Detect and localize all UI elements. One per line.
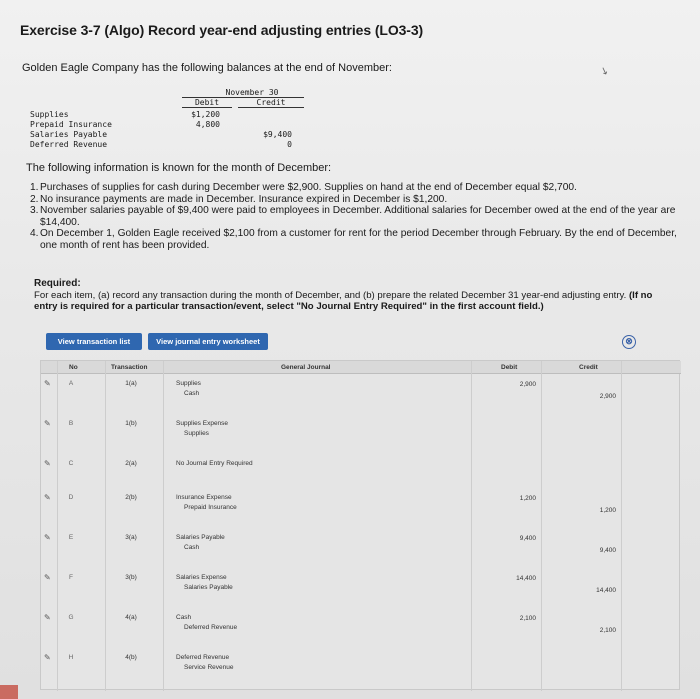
debit-account[interactable]: Insurance Expense <box>176 494 232 501</box>
balance-row <box>30 120 310 130</box>
edit-pencil-icon[interactable]: ✎ <box>44 613 51 622</box>
entry-transaction: 1(b) <box>125 420 137 427</box>
credit-account[interactable]: Prepaid Insurance <box>184 504 237 511</box>
grid-header <box>41 361 681 374</box>
credit-amount[interactable]: 2,900 <box>599 393 616 400</box>
credit-amount[interactable]: 1,200 <box>599 507 616 514</box>
list-item <box>30 228 680 251</box>
item-text: November salaries payable of $9,400 were paid to employees in December. Additional salaries for December owed at the end of the year are $14,400. <box>40 205 676 228</box>
entry-letter: F <box>69 574 73 581</box>
entry-transaction: 4(a) <box>125 614 137 621</box>
debit-amount[interactable]: 1,200 <box>519 495 536 502</box>
item-number: 2. <box>30 193 39 205</box>
page-title: Exercise 3-7 (Algo) Record year-end adjusting entries (LO3-3) <box>20 22 424 38</box>
journal-entry-row[interactable] <box>41 569 681 607</box>
debit-amount[interactable]: 2,100 <box>519 615 536 622</box>
edit-pencil-icon[interactable]: ✎ <box>44 573 51 582</box>
journal-entry-row[interactable] <box>41 609 681 647</box>
debit-account[interactable]: Supplies <box>176 380 201 387</box>
journal-entry-row[interactable] <box>41 375 681 413</box>
list-item <box>30 182 680 194</box>
list-item <box>30 205 680 228</box>
cursor-icon: ↘ <box>598 64 611 79</box>
entry-transaction: 2(a) <box>125 460 137 467</box>
debit-account[interactable]: Cash <box>176 614 192 621</box>
intro-text: Golden Eagle Company has the following balances at the end of November: <box>22 62 392 74</box>
entry-letter: H <box>68 654 74 661</box>
entry-letter: C <box>68 460 74 467</box>
credit-value: 0 <box>287 140 292 149</box>
entry-letter: E <box>68 534 74 541</box>
col-transaction-header: Transaction <box>111 364 148 371</box>
credit-amount[interactable]: 2,100 <box>599 627 616 634</box>
journal-entry-row[interactable] <box>41 455 681 493</box>
credit-header: Credit <box>238 98 304 108</box>
account-name: Salaries Payable <box>30 130 108 139</box>
credit-account[interactable]: Salaries Payable <box>184 584 233 591</box>
debit-amount[interactable]: 2,900 <box>519 381 536 388</box>
balances-month-header: November 30 <box>225 88 279 97</box>
info-heading: The following information is known for the month of December: <box>26 162 332 174</box>
journal-entry-row[interactable] <box>41 529 681 567</box>
edit-pencil-icon[interactable]: ✎ <box>44 653 51 662</box>
debit-value: $1,200 <box>191 110 220 119</box>
entry-transaction: 1(a) <box>125 380 137 387</box>
view-transaction-list-button[interactable]: View transaction list <box>46 333 142 350</box>
credit-account[interactable]: Supplies <box>184 430 209 437</box>
entry-transaction: 3(b) <box>125 574 137 581</box>
journal-entry-row[interactable] <box>41 415 681 453</box>
entry-letter: A <box>68 380 74 387</box>
credit-account[interactable]: Cash <box>184 544 200 551</box>
edit-pencil-icon[interactable]: ✎ <box>44 419 51 428</box>
entry-letter: B <box>68 420 74 427</box>
close-icon[interactable]: ⊗ <box>622 335 636 349</box>
list-item <box>30 194 680 206</box>
edit-pencil-icon[interactable]: ✎ <box>44 459 51 468</box>
info-list <box>30 182 680 252</box>
debit-amount[interactable]: 14,400 <box>516 575 536 582</box>
balance-row <box>30 130 310 140</box>
required-instructions: For each item, (a) record any transaction during the month of December, and (b) prepare the related December 31 year-end adjusting entry. <box>34 290 627 301</box>
debit-account[interactable]: Supplies Expense <box>176 420 229 427</box>
required-text <box>34 290 674 312</box>
entry-transaction: 3(a) <box>125 534 137 541</box>
debit-account[interactable]: Salaries Expense <box>176 574 227 581</box>
credit-account[interactable]: Deferred Revenue <box>184 624 238 631</box>
entry-letter: D <box>68 494 74 501</box>
edit-pencil-icon[interactable]: ✎ <box>44 493 51 502</box>
edit-pencil-icon[interactable]: ✎ <box>44 533 51 542</box>
debit-account[interactable]: Salaries Payable <box>176 534 225 541</box>
debit-account[interactable]: Deferred Revenue <box>176 654 230 661</box>
credit-amount[interactable]: 9,400 <box>599 547 616 554</box>
item-number: 1. <box>30 182 39 193</box>
entry-transaction: 2(b) <box>125 494 137 501</box>
entry-letter: G <box>68 614 74 621</box>
credit-amount[interactable]: 14,400 <box>596 587 616 594</box>
required-note: (If no entry is required for a particular transaction/event, select "No Journal Entry Required" in the first account field.) <box>34 290 653 312</box>
item-text: On December 1, Golden Eagle received $2,100 from a customer for rent for the period December through February. By the end of December, one month of rent has been provided. <box>40 228 677 251</box>
view-journal-entry-worksheet-button[interactable]: View journal entry worksheet <box>148 333 268 350</box>
credit-account[interactable]: Cash <box>184 390 200 397</box>
account-name: Prepaid Insurance <box>30 120 112 129</box>
col-credit-header: Credit <box>579 364 598 371</box>
journal-entry-row[interactable] <box>41 649 681 687</box>
account-name: Supplies <box>30 110 69 119</box>
account-name: Deferred Revenue <box>30 140 108 149</box>
col-debit-header: Debit <box>501 364 518 371</box>
col-no-header: No <box>69 364 78 371</box>
credit-account[interactable]: Service Revenue <box>184 664 234 671</box>
balance-row <box>30 110 310 120</box>
credit-value: $9,400 <box>263 130 292 139</box>
col-journal-header: General Journal <box>281 364 331 371</box>
item-number: 4. <box>30 228 39 240</box>
item-number: 3. <box>30 205 39 217</box>
debit-account[interactable]: No Journal Entry Required <box>176 460 253 467</box>
debit-value: 4,800 <box>195 120 220 129</box>
debit-header: Debit <box>182 98 232 108</box>
item-text: Purchases of supplies for cash during December were $2,900. Supplies on hand at the end of December equal $2,700. <box>40 182 577 193</box>
required-heading: Required: <box>34 278 81 289</box>
item-text: No insurance payments are made in December. Insurance expired in December is $1,200. <box>40 193 448 205</box>
entry-transaction: 4(b) <box>125 654 137 661</box>
balance-row <box>30 140 310 150</box>
debit-amount[interactable]: 9,400 <box>519 535 536 542</box>
journal-grid <box>40 360 680 690</box>
journal-entry-row[interactable] <box>41 489 681 527</box>
edit-pencil-icon[interactable]: ✎ <box>44 379 51 388</box>
corner-handle <box>0 685 18 699</box>
